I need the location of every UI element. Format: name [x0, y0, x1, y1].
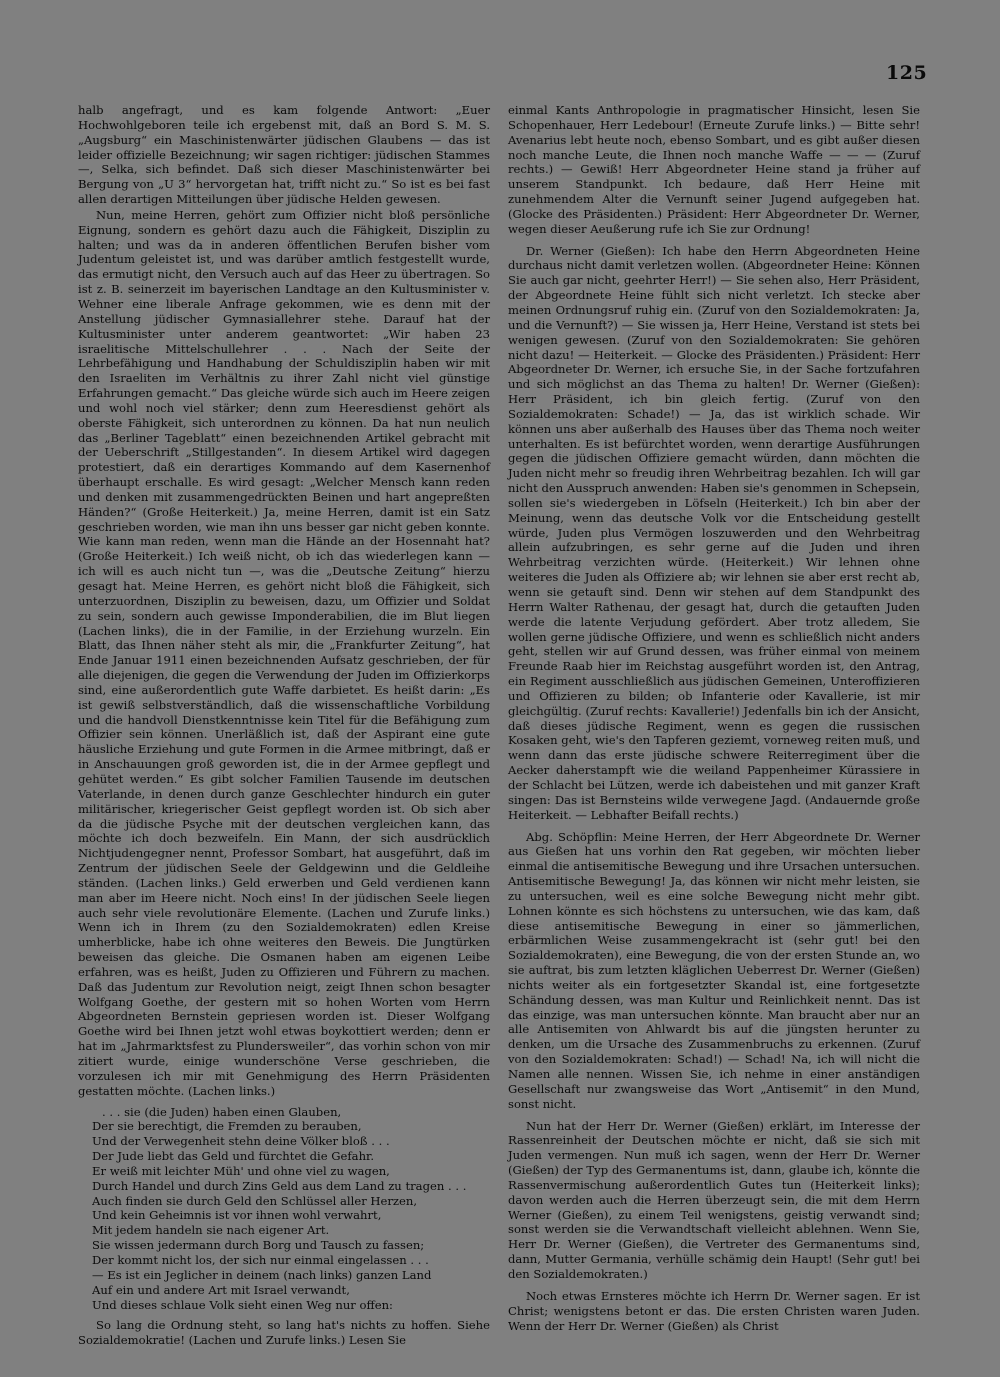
paragraph: Nun, meine Herren, gehört zum Offizier nicht bloß persönliche Eignung, sondern es gehört dazu auch die Fähigkeit, Disziplin zu halten; und was da in anderen öffentlichen Berufen bisher vom Judentum geleistet ist, und was darüber amtlich festgestellt wurde, das ermutigt nicht, den Versuch auch auf das Heer zu übertragen. So ist z. B. seinerzeit im bayerischen Landtage an den Kultusminister v. Wehner eine liberale Anfrage gekommen, wie es denn mit der Anstellung jüdischer Gymnasiallehrer stehe. Darauf hat der Kultusminister unter anderem geantwortet: „Wir haben 23 israelitische Mittelschullehrer . . . Nach der Seite der Lehrbefähigung und Handhabung der Schuldisziplin haben wir mit den Israeliten im Verhältnis zu ihrer Zahl nicht viel günstige Erfahrungen gemacht.“ Das gleiche würde sich auch im Heere zeigen und wohl noch viel stärker; denn zum Heeresdienst gehört als oberste Fähigkeit, sich unterordnen zu können. Da hat nun neulich das „Berliner Tageblatt“ einen bezeichnenden Artikel gebracht mit der Ueberschrift „Stillgestanden“. In diesem Artikel wird dagegen protestiert, daß ein derartiges Kommando auf dem Kasernenhof überhaupt erschalle. Es wird gesagt: „Welcher Mensch kann reden und denken mit zusammengedrückten Beinen und hart angepreßten Händen?“ (Große Heiterkeit.) Ja, meine Herren, damit ist ein Satz geschrieben worden, wie man ihn uns besser gar nicht geben konnte. Wie kann man reden, wenn man die Hände an der Hosennaht hat? (Große Heiterkeit.) Ich weiß nicht, ob ich das wiederlegen kann — ich will es auch nicht tun —, was die „Deutsche Zeitung“ hierzu gesagt hat. Meine Herren, es gehört nicht bloß die Fähigkeit, sich unterzuordnen, Disziplin zu beweisen, dazu, um Offizier und Soldat zu sein, sondern auch gewisse Imponderabilien, die im Blut liegen (Lachen links), die in der Familie, in der Erziehung wurzeln. Ein Blatt, das Ihnen näher steht als mir, die „Frankfurter Zeitung“, hat Ende Januar 1911 einen bezeichnenden Aufsatz geschrieben, der für alle diejenigen, die gegen die Verwendung der Juden im Offizierkorps sind, eine außerordentlich gute Waffe darbietet. Es heißt darin: „Es ist gewiß selbstverständlich, daß die wissenschaftliche Vorbildung und die handvoll Dienstkenntnisse kein Titel für die Befähigung zum Offizier sein können. Unerläßlich ist, daß der Aspirant eine gute häusliche Erziehung und gute Formen in die Armee mitbringt, daß er in Anschauungen groß geworden ist, die in der Armee gepflegt und gehütet werden.“ Es gibt solcher Familien Tausende im deutschen Vaterlande, in denen durch ganze Geschlechter hindurch ein guter militärischer, kriegerischer Geist gepflegt worden ist. Ob sich aber da die jüdische Psyche mit der deutschen vergleichen kann, das möchte ich doch bezweifeln. Ein Mann, der sich ausdrücklich Nichtjudengegner nennt, Professor Sombart, hat ausgeführt, daß im Zentrum der jüdischen Seele der Geldgewinn und die Geldleihe ständen. (Lachen links.) Geld erwerben und Geld verdienen kann man aber im Heere nicht. Noch eins! In der jüdischen Seele liegen auch sehr viele revolutionäre Elemente. (Lachen und Zurufe links.) Wenn ich in Ihrem (zu den Sozialdemokraten) edlen Kreise umherblicke, habe ich ohne weiteres den Beweis. Die Jungtürken beweisen das gleiche. Die Osmanen haben am eigenen Leibe erfahren, was es heißt, Juden zu Offizieren und Führern zu machen. Daß das Judentum zur Revolution neigt, zeigt Ihnen schon besagter Wolfgang Goethe, der gestern mit so hohen Worten vom Herrn Abgeordneten Bernstein gepriesen worden ist. Dieser Wolfgang Goethe wird bei Ihnen jetzt wohl etwas boykottiert werden; denn er hat im „Jahrmarktsfest zu Plundersweiler“, das vorhin schon von mir zitiert wurde, einige wunderschöne Verse geschrieben, die vorzulesen ich mir mit Genehmigung des Herrn Präsidenten gestatten möchte. (Lachen links.)	[78, 207, 490, 1098]
paragraph: Abg. Schöpflin: Meine Herren, der Herr Abgeordnete Dr. Werner aus Gießen hat uns vorhin den Rat gegeben, wir möchten lieber einmal die antisemitische Bewegung und ihre Ursachen untersuchen. Antisemitische Bewegung! Ja, das können wir nicht mehr leisten, sie zu untersuchen, weil es eine solche Bewegung nicht mehr gibt. Lohnen könnte es sich höchstens zu untersuchen, wie das kam, daß diese antisemitische Bewegung in einer so jämmerlichen, erbärmlichen Weise zusammengekracht ist (sehr gut! bei den Sozialdemokraten), eine Bewegung, die von der ersten Stunde an, wo sie auftrat, bis zum letzten kläglichen Ueberrest Dr. Werner (Gießen) nichts weiter als ein fortgesetzter Skandal ist, eine fortgesetzte Schändung dessen, was man Kultur und Reinlichkeit nennt. Das ist das einzige, was man untersuchen könnte. Man braucht aber nur an alle Antisemiten von Ahlwardt bis auf die jüngsten herunter zu denken, um die Ursache des Zusammenbruchs zu erkennen. (Zuruf von den Sozialdemokraten: Schad!) — Schad! Na, ich will nicht die Namen alle nennen. Wissen Sie, ich nehme in einer anständigen Gesellschaft nur zwangsweise das Wort „Antisemit“ in den Mund, sonst nicht.	[508, 829, 920, 1111]
paragraph: Nun hat der Herr Dr. Werner (Gießen) erklärt, im Interesse der Rassenreinheit der Deutschen möchte er nicht, daß sie sich mit Juden vermengen. Nun muß ich sagen, wenn der Herr Dr. Werner (Gießen) der Typ des Germanentums ist, dann, glaube ich, könnte die Rassenvermischung außerordentlich Gutes tun (Heiterkeit links); davon werden auch die Herren überzeugt sein, die mit dem Herrn Werner (Gießen), zu einem Teil wenigstens, geistig verwandt sind; sonst werden sie die Verwandtschaft vielleicht ablehnen. Wenn Sie, Herr Dr. Werner (Gießen), die Vertreter des Germanentums sind, dann, Mutter Germania, verhülle schämig dein Haupt! (Sehr gut! bei den Sozialdemokraten.)	[508, 1118, 920, 1281]
verse-line: Mit jedem handeln sie nach eigener Art.	[92, 1223, 330, 1238]
verse-line: Der kommt nicht los, der sich nur einmal eingelassen . . .	[92, 1252, 429, 1267]
verse-quotation	[92, 1105, 490, 1313]
verse-line: Sie wissen jedermann durch Borg und Tausch zu fassen;	[92, 1238, 425, 1253]
verse-line: Er weiß mit leichter Müh' und ohne viel zu wagen,	[92, 1163, 390, 1178]
verse-line: Der Jude liebt das Geld und fürchtet die Gefahr.	[92, 1149, 375, 1164]
paragraph: halb angefragt, und es kam folgende Antwort: „Euer Hochwohlgeboren teile ich ergebenst mit, daß an Bord S. M. S. „Augsburg“ ein Maschinistenwärter jüdischen Glaubens — das ist leider offizielle Bezeichnung; wir sagen richtiger: jüdischen Stammes —, Selka, sich befindet. Daß sich dieser Maschinistenwärter bei Bergung von „U 3“ hervorgetan hat, trifft nicht zu.“ So ist es bei fast allen derartigen Mitteilungen über jüdische Helden gewesen.	[78, 103, 490, 207]
verse-line: Und der Verwegenheit stehn deine Völker bloß . . .	[92, 1134, 390, 1149]
verse-line: Auch finden sie durch Geld den Schlüssel aller Herzen,	[92, 1193, 418, 1208]
left-column	[78, 103, 490, 1348]
verse-line: Auf ein und andere Art mit Israel verwandt,	[92, 1282, 350, 1297]
page-number: 125	[886, 62, 928, 84]
verse-line: Und dieses schlaue Volk sieht einen Weg nur offen:	[92, 1297, 393, 1312]
verse-line: Der sie berechtigt, die Fremden zu berauben,	[92, 1119, 362, 1134]
paragraph: Noch etwas Ernsteres möchte ich Herrn Dr. Werner sagen. Er ist Christ; wenigstens betont er das. Die ersten Christen waren Juden. Wenn der Herr Dr. Werner (Gießen) als Christ	[508, 1288, 920, 1333]
verse-line: . . . sie (die Juden) haben einen Glauben,	[102, 1104, 342, 1119]
verse-line: Und kein Geheimnis ist vor ihnen wohl verwahrt,	[92, 1208, 382, 1223]
verse-line: — Es ist ein Jeglicher in deinem (nach links) ganzen Land	[92, 1267, 432, 1282]
paragraph: Dr. Werner (Gießen): Ich habe den Herrn Abgeordneten Heine durchaus nicht damit verletzen wollen. (Abgeordneter Heine: Können Sie auch gar nicht, geehrter Herr!) — Sie sehen also, Herr Präsident, der Abgeordnete Heine fühlt sich nicht verletzt. Ich stecke aber meinen Ordnungsruf ruhig ein. (Zuruf von den Sozialdemokraten: Ja, und die Vernunft?) — Sie wissen ja, Herr Heine, Verstand ist stets bei wenigen gewesen. (Zuruf von den Sozialdemokraten: Sie gehören nicht dazu! — Heiterkeit. — Glocke des Präsidenten.) Präsident: Herr Abgeordneter Dr. Werner, ich ersuche Sie, in der Sache fortzufahren und sich möglichst an das Thema zu halten! Dr. Werner (Gießen): Herr Präsident, ich bin gleich fertig. (Zuruf von den Sozialdemokraten: Schade!) — Ja, das ist wirklich schade. Wir können uns aber außerhalb des Hauses über das Thema noch weiter unterhalten. Es ist befürchtet worden, wenn derartige Ausführungen gegen die jüdischen Offiziere gemacht würden, dann möchten die Juden nicht mehr so freudig ihren Wehrbeitrag bezahlen. Ich will gar nicht den Ausspruch anwenden: Haben sie's genommen in Schepsein, sollen sie's wiedergeben in Löfseln (Heiterkeit.) Ich bin aber der Meinung, wenn das deutsche Volk vor die Entscheidung gestellt würde, Juden plus Vermögen loszuwerden und den Wehrbeitrag allein aufzubringen, es sehr gerne auf die Juden und ihren Wehrbeitrag verzichten würde. (Heiterkeit.) Wir lehnen ohne weiteres die Juden als Offiziere ab; wir lehnen sie aber erst recht ab, wenn sie getauft sind. Denn wir stehen auf dem Standpunkt des Herrn Walter Rathenau, der gesagt hat, durch die getauften Juden werde die latente Verjudung gefördert. Aber trotz alledem, Sie wollen gerne jüdische Offiziere, und wenn es schließlich nicht anders geht, stellen wir auf Grund dessen, was früher einmal von meinem Freunde Raab hier im Reichstag ausgeführt worden ist, den Antrag, ein Regiment ausschließlich aus jüdischen Gemeinen, Unteroffizieren und Offizieren zu bilden; ob Infanterie oder Kavallerie, ist mir gleichgültig. (Zuruf rechts: Kavallerie!) Jedenfalls bin ich der Ansicht, daß dieses jüdische Regiment, wenn es gegen die russischen Kosaken geht, wie's den Tapferen geziemt, vorneweg reiten muß, und wenn dann das erste jüdische schwere Reiterregiment über die Aecker daherstampft wie die weiland Pappenheimer Kürassiere in der Schlacht bei Lützen, werde ich dabeistehen und mit ganzer Kraft singen: Das ist Bernsteins wilde verwegene Jagd. (Andauernde große Heiterkeit. — Lebhafter Beifall rechts.)	[508, 243, 920, 822]
verse-line: Durch Handel und durch Zins Geld aus dem Land zu tragen . . .	[92, 1178, 467, 1193]
paragraph: einmal Kants Anthropologie in pragmatischer Hinsicht, lesen Sie Schopenhauer, Herr Ledebour! (Erneute Zurufe links.) — Bitte sehr! Avenarius lebt heute noch, ebenso Sombart, und es gibt außer diesen noch manche Leute, die Ihnen noch manche Waffe — — — (Zuruf rechts.) — Gewiß! Herr Abgeordneter Heine stand ja früher auf unserem Standpunkt. Ich bedaure, daß Herr Heine mit zunehmendem Alter die Vernunft seiner Jugend aufgegeben hat. (Glocke des Präsidenten.) Präsident: Herr Abgeordneter Dr. Werner, wegen dieser Aeußerung rufe ich Sie zur Ordnung!	[508, 103, 920, 236]
paragraph: So lang die Ordnung steht, so lang hat's nichts zu hoffen. Siehe Sozialdemokratie! (Lachen und Zurufe links.) Lesen Sie	[78, 1318, 490, 1348]
right-column	[508, 103, 920, 1333]
